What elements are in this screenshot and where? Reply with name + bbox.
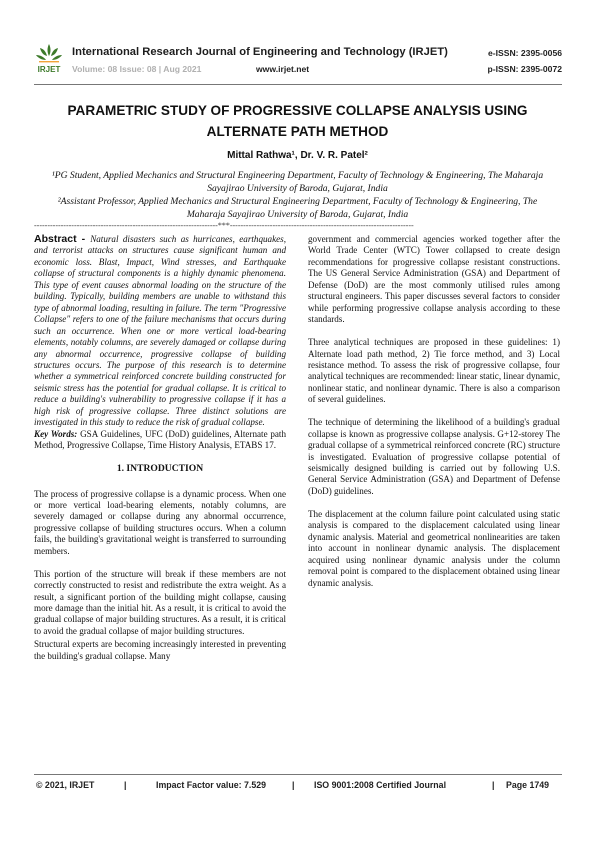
header-rule [34, 84, 562, 85]
p-issn: p-ISSN: 2395-0072 [487, 64, 562, 74]
abstract [34, 234, 286, 452]
intro-paragraph-2: This portion of the structure will break if these members are not correctly constructed to resist and redistribute the extra weight. As a result, a significant portion of the building might collapse, causing more damage than the initial hit. As a result, it is critical to avoid the gradual collapse of major building structures. As a result, it is critical to avoid the gradual collapse of major building structures. [34, 568, 286, 636]
left-column [34, 234, 286, 674]
abstract-heading: Abstract - [34, 233, 91, 245]
right-column [308, 234, 560, 600]
footer-separator-3: | [492, 780, 495, 790]
intro-paragraph-3: Structural experts are becoming increasingly interested in preventing the building's gradual collapse. Many [34, 639, 286, 661]
authors: Mittal Rathwa¹, Dr. V. R. Patel² [227, 150, 368, 161]
intro-paragraph-1: The process of progressive collapse is a dynamic process. When one or more vertical load-bearing elements, notably columns, are severely damaged or collapse during any abnormal occurrence, progressive collapse of building structures occurs. When a column fails, the building's gravitational weight is transferred to surrounding members. [34, 488, 286, 556]
right-paragraph-1: government and commercial agencies worked together after the World Trade Center (WTC) Tower collapsed to create design recommendations for progressive collapse resistant constructions. The US General Service Administration (GSA) and Department of Defense (DoD) are the most commonly utilised rules among structural engineers. This paper discusses several factors to consider while performing progressive collapse analysis according to these standards. [308, 234, 560, 325]
abstract-body: Natural disasters such as hurricanes, earthquakes, and terrorist attacks on structures cause significant human and economic loss. Blast, Impact, Wind stresses, and Earthquake collapse of structural components is a highly dynamic phenomena. This type of event causes abnormal loading on the structure of the building. Typically, building members are unable to withstand this type of abnormal loading, resulting in failure. The term "Progressive Collapse" refers to one of the failure mechanisms that occurs during such an occurrence. When one or more vertical load-bearing elements, notably columns, are severely damaged or collapse during any abnormal occurrence, progressive collapse of building structures occurs. The purpose of this research is to determine whether a symmetrical reinforced concrete building constructed for seismic stress has the potential for gradual collapse. It is critical to reduce a building's vulnerability to progressive collapse if it has a high risk of progressive collapse. Three distinct solutions are investigated in this study to reduce the risk of gradual collapse. [34, 234, 286, 428]
keywords-heading: Key Words: [34, 428, 78, 439]
journal-name: International Research Journal of Engineering and Technology (IRJET) [72, 46, 448, 58]
e-issn: e-ISSN: 2395-0056 [487, 48, 562, 58]
footer-separator-1: | [124, 780, 127, 790]
irjet-logo [34, 42, 64, 78]
paper-title [40, 100, 555, 142]
footer-page-number: Page 1749 [506, 780, 550, 790]
footer-rule [34, 774, 562, 775]
footer-impact-factor: Impact Factor value: 7.529 [156, 780, 267, 790]
affiliation-2: ²Assistant Professor, Applied Mechanics and Structural Engineering Department, Faculty of Technology & Engineering, The Maharaja Sayajirao University of Baroda, Gujarat, India [57, 196, 538, 220]
logo-text: IRJET [37, 65, 61, 74]
footer-separator-2: | [292, 780, 295, 790]
journal-header [34, 42, 562, 82]
volume-issue: Volume: 08 Issue: 08 | Aug 2021 [72, 64, 202, 74]
keywords-body: GSA Guidelines, UFC (DoD) guidelines, Alternate path Method, Progressive Collapse, Time History Analysis, ETABS 17. [34, 428, 287, 451]
affiliation-1: ¹PG Student, Applied Mechanics and Structural Engineering Department, Faculty of Technology & Engineering, The Maharaja Sayajirao University of Baroda, Gujarat, India [51, 170, 544, 194]
right-paragraph-3: The technique of determining the likelihood of a building's gradual collapse is known as progressive collapse analysis. G+12-storey The gradual collapse of a symmetrical reinforced concrete (RC) structure is investigated. Evaluation of progressive collapse potential of seismically designed building is carried out by following U.S. General Service Administration (GSA) and Department of Defense (DoD) guidelines. [308, 417, 560, 496]
section-separator: ---------------------------------------------------------------------***--------------------------------------------------------------------- [34, 221, 414, 230]
section-heading-introduction: 1. INTRODUCTION [116, 463, 204, 475]
right-paragraph-4: The displacement at the column failure point calculated using static analysis is compared to the displacement calculated using linear dynamic analysis. Material and geometrical nonlinearities are taken into account in nonlinear dynamic analysis. The displacement acquired using nonlinear dynamic analysis under the column removal point is compared to the displacement obtained using linear dynamic analysis. [308, 508, 560, 588]
title-line-1: PARAMETRIC STUDY OF PROGRESSIVE COLLAPSE ANALYSIS USING [67, 103, 528, 118]
website-link[interactable]: www.irjet.net [256, 64, 310, 74]
footer-copyright: © 2021, IRJET [36, 780, 95, 790]
footer-iso: ISO 9001:2008 Certified Journal [314, 780, 447, 790]
title-line-2: ALTERNATE PATH METHOD [206, 124, 389, 139]
right-paragraph-2: Three analytical techniques are proposed in these guidelines: 1) Alternate load path method, 2) Tie force method, and 3) Local resistance method. To assess the risk of progressive collapse, four analytical techniques are recommended: linear static, linear dynamic, nonlinear static, and nonlinear dynamic. There is also a comparison of several guidelines. [308, 337, 560, 405]
